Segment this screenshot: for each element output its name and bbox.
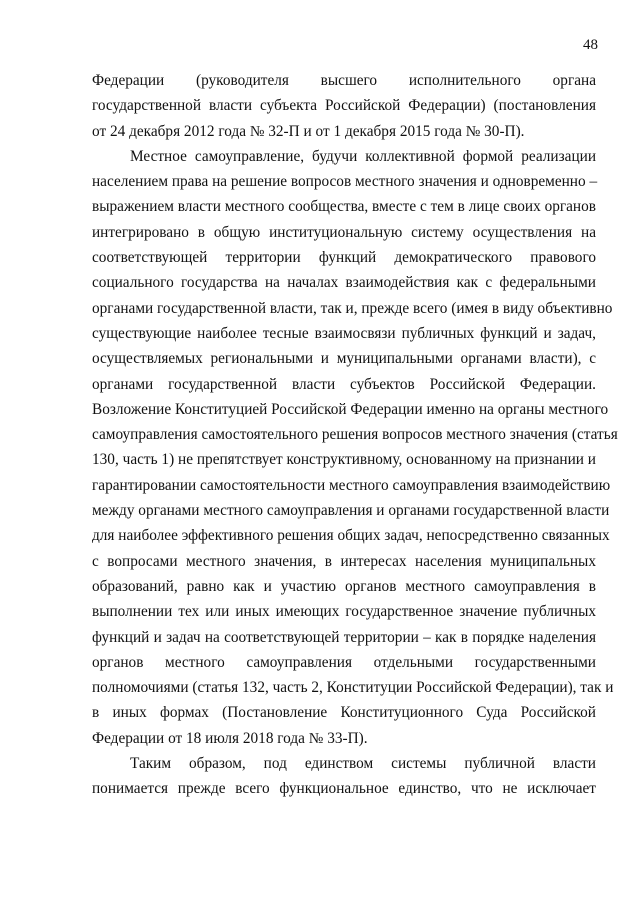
text-line: соответствующей территории функций демократического правового <box>92 249 596 267</box>
text-line: выражением власти местного сообщества, вместе с тем в лице своих органов <box>92 198 596 216</box>
paragraph <box>92 751 596 802</box>
text-line: Местное самоуправление, будучи коллективной формой реализации <box>130 147 596 165</box>
text-line: выполнении тех или иных имеющих государственное значение публичных <box>92 603 596 621</box>
text-line: государственной власти субъекта Российской Федерации) (постановления <box>92 97 596 115</box>
text-line: с вопросами местного значения, в интересах населения муниципальных <box>92 552 596 570</box>
text-line: функций и задач на соответствующей территории – как в порядке наделения <box>92 628 596 646</box>
text-line: образований, равно как и участию органов местного самоуправления в <box>92 577 596 595</box>
text-line: полномочиями (статья 132, часть 2, Конституции Российской Федерации), так и <box>92 679 614 697</box>
text-line: существующие наиболее тесные взаимосвязи публичных функций и задач, <box>92 324 596 342</box>
text-line: органами государственной власти, так и, прежде всего (имея в виду объективно <box>92 299 613 317</box>
text-line: органами государственной власти субъектов Российской Федерации. <box>92 375 596 393</box>
text-line: между органами местного самоуправления и органами государственной власти <box>92 502 610 520</box>
paragraph <box>92 144 618 751</box>
text-line: социального государства на началах взаимодействия как с федеральными <box>92 274 596 292</box>
page-number: 48 <box>583 37 598 53</box>
text-line: Федерации (руководителя высшего исполнительного органа <box>92 72 596 89</box>
text-line: для наиболее эффективного решения общих задач, непосредственно связанных <box>92 527 610 545</box>
document-body <box>92 68 618 802</box>
text-line: в иных формах (Постановление Конституционного Суда Российской <box>92 704 596 722</box>
text-line: Федерации от 18 июля 2018 года № 33-П). <box>92 729 368 747</box>
text-line: интегрировано в общую институциональную систему осуществления на <box>92 223 596 241</box>
text-line: самоуправления самостоятельного решения вопросов местного значения (статья <box>92 426 618 444</box>
text-line: населением права на решение вопросов местного значения и одновременно – <box>92 173 598 191</box>
text-line: органов местного самоуправления отдельными государственными <box>92 653 596 671</box>
paragraph <box>92 68 596 144</box>
text-line: Таким образом, под единством системы публичной власти <box>130 755 596 773</box>
text-line: 130, часть 1) не препятствует конструктивному, основанному на признании и <box>92 451 596 469</box>
text-line: Возложение Конституцией Российской Федерации именно на органы местного <box>92 400 609 418</box>
text-line: осуществляемых региональными и муниципальными органами власти), с <box>92 350 596 368</box>
text-line: понимается прежде всего функциональное единство, что не исключает <box>92 780 596 798</box>
text-line: гарантировании самостоятельности местного самоуправления взаимодействию <box>92 476 611 494</box>
text-line: от 24 декабря 2012 года № 32-П и от 1 декабря 2015 года № 30-П). <box>92 122 525 140</box>
